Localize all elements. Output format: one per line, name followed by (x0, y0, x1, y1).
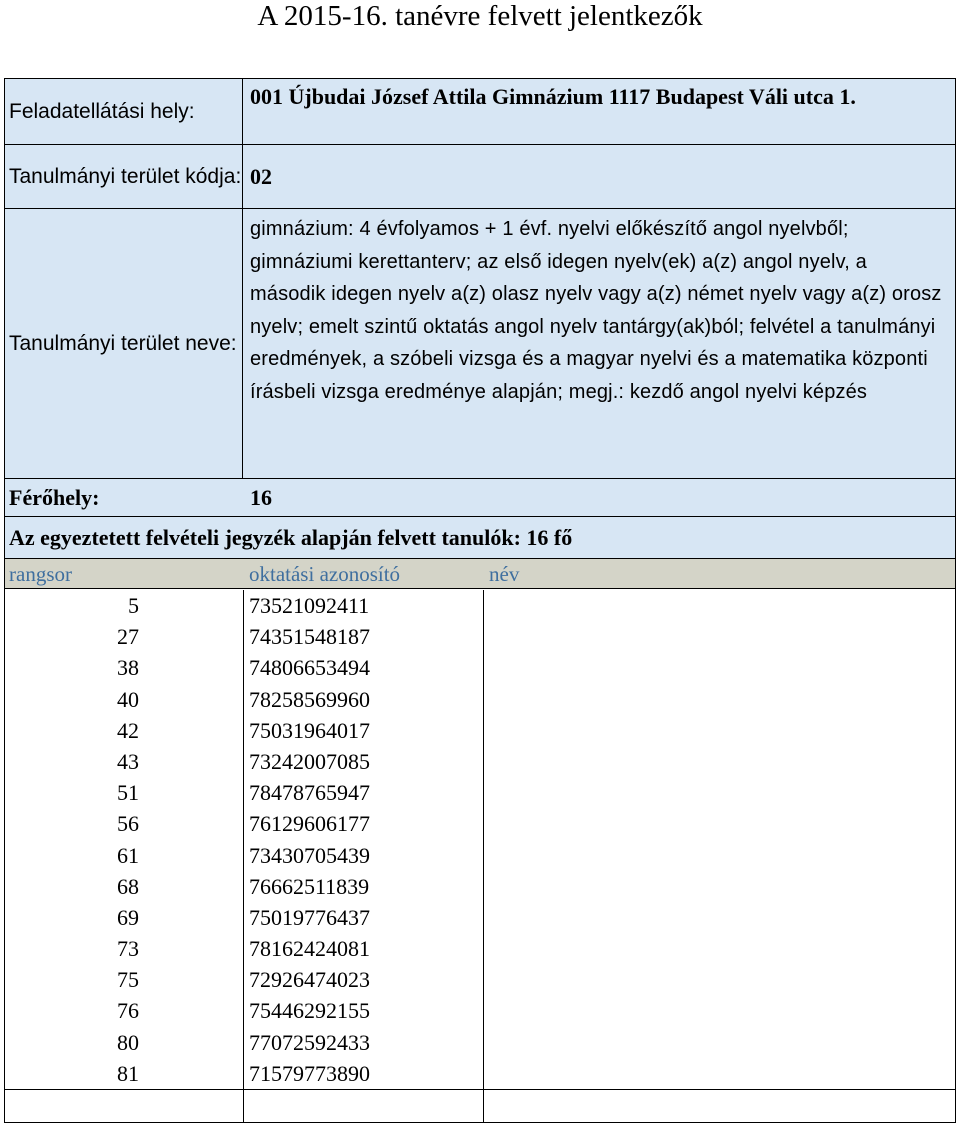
admission-sheet (4, 78, 956, 1123)
azonosito-cell: 75031964017 (244, 715, 484, 746)
table-row (5, 840, 955, 871)
empty-cell (244, 1090, 484, 1122)
azonosito-cell: 72926474023 (244, 964, 484, 995)
azonosito-cell: 75446292155 (244, 995, 484, 1026)
rangsor-cell: 80 (5, 1027, 244, 1058)
table-row (5, 1027, 955, 1058)
feladatellatasi-row (5, 79, 955, 145)
egyeztetett-text: Az egyeztetett felvételi jegyzék alapján felvett tanulók: 16 fő (9, 524, 573, 550)
nev-cell (484, 902, 955, 933)
nev-cell (484, 1058, 955, 1089)
header-azonosito: oktatási azonosító (249, 562, 401, 586)
nev-cell (484, 995, 955, 1026)
table-header (5, 559, 955, 589)
rangsor-cell: 69 (5, 902, 244, 933)
nev-cell (484, 746, 955, 777)
rangsor-cell: 75 (5, 964, 244, 995)
table-row (5, 746, 955, 777)
rangsor-cell: 61 (5, 840, 244, 871)
ferohely-row (5, 479, 955, 517)
azonosito-cell: 78162424081 (244, 933, 484, 964)
rangsor-cell: 27 (5, 621, 244, 652)
ferohely-label: Férőhely: (9, 484, 100, 510)
students-table (5, 590, 955, 1089)
rangsor-cell: 40 (5, 684, 244, 715)
table-row (5, 964, 955, 995)
nev-cell (484, 684, 955, 715)
table-row (5, 777, 955, 808)
azonosito-cell: 78258569960 (244, 684, 484, 715)
kod-row (5, 145, 955, 209)
kod-value: 02 (250, 163, 272, 189)
nev-cell (484, 621, 955, 652)
rangsor-cell: 43 (5, 746, 244, 777)
azonosito-cell: 74806653494 (244, 652, 484, 683)
azonosito-cell: 73521092411 (244, 590, 484, 621)
azonosito-cell: 77072592433 (244, 1027, 484, 1058)
nev-cell (484, 808, 955, 839)
azonosito-cell: 76662511839 (244, 871, 484, 902)
rangsor-cell: 5 (5, 590, 244, 621)
nev-cell (484, 715, 955, 746)
rangsor-cell: 68 (5, 871, 244, 902)
nev-cell (484, 1027, 955, 1058)
feladatellatasi-value: 001 Újbudai József Attila Gimnázium 1117 Budapest Váli utca 1. (250, 84, 856, 109)
azonosito-cell: 74351548187 (244, 621, 484, 652)
feladatellatasi-label: Feladatellátási hely: (5, 79, 243, 144)
page-title: A 2015-16. tanévre felvett jelentkezők (257, 0, 703, 32)
nev-cell (484, 652, 955, 683)
table-row (5, 995, 955, 1026)
nev-row (5, 209, 955, 479)
rangsor-cell: 56 (5, 808, 244, 839)
table-row (5, 1058, 955, 1089)
azonosito-cell: 78478765947 (244, 777, 484, 808)
rangsor-cell: 51 (5, 777, 244, 808)
table-row (5, 871, 955, 902)
table-row (5, 621, 955, 652)
nev-cell (484, 871, 955, 902)
rangsor-cell: 81 (5, 1058, 244, 1089)
nev-value: gimnázium: 4 évfolyamos + 1 évf. nyelvi előkészítő angol nyelvből; gimnáziumi kerettanterv; az első idegen nyelv(ek) a(z) angol nyelv, a második idegen nyelv a(z) olasz nyelv vagy a(z) német nyelv vagy a(z) orosz nyelv; emelt szintű oktatás angol nyelv tantárgy(ak)ból; felvétel a tanulmányi eredmények, a szóbeli vizsga és a magyar nyelvi és a matematika központi írásbeli vizsga eredménye alapján; megj.: kezdő angol nyelvi képzés (250, 218, 942, 403)
table-row (5, 902, 955, 933)
nev-cell (484, 933, 955, 964)
rangsor-cell: 38 (5, 652, 244, 683)
empty-row (5, 1089, 955, 1122)
table-row (5, 933, 955, 964)
nev-cell (484, 777, 955, 808)
table-row (5, 684, 955, 715)
azonosito-cell: 75019776437 (244, 902, 484, 933)
nev-label: Tanulmányi terület neve: (5, 209, 243, 478)
table-row (5, 715, 955, 746)
rangsor-cell: 42 (5, 715, 244, 746)
table-row (5, 652, 955, 683)
nev-cell (484, 590, 955, 621)
egyeztetett-row (5, 517, 955, 559)
azonosito-cell: 76129606177 (244, 808, 484, 839)
nev-cell (484, 964, 955, 995)
header-rangsor: rangsor (9, 562, 72, 586)
rangsor-cell: 76 (5, 995, 244, 1026)
empty-cell (5, 1090, 244, 1122)
azonosito-cell: 73242007085 (244, 746, 484, 777)
header-nev: név (489, 562, 520, 586)
table-row (5, 590, 955, 621)
table-row (5, 808, 955, 839)
kod-label: Tanulmányi terület kódja: (5, 145, 243, 208)
rangsor-cell: 73 (5, 933, 244, 964)
nev-cell (484, 840, 955, 871)
azonosito-cell: 71579773890 (244, 1058, 484, 1089)
ferohely-value: 16 (250, 484, 272, 510)
azonosito-cell: 73430705439 (244, 840, 484, 871)
